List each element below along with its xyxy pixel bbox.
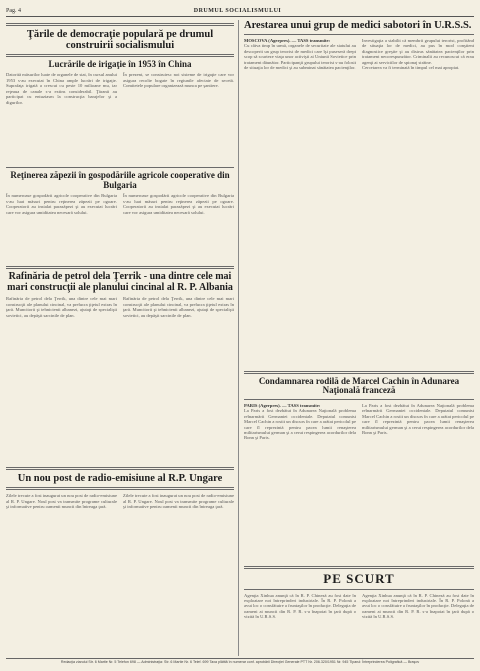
- headline-hungary-radio: Un nou post de radio-emisiune al R.P. Ungare: [17, 473, 223, 485]
- news-briefs-col2: Agenţia Xinhua anunţă că în R. P. Chineză au fost date în exploatare noi întreprinderi industriale. În R. P. Polonă a avut loc o consfătuire a fruntaşilor în producţie. Delegaţia de oameni ai muncii din R. P. R. s-a înapoiat în ţară după o vizită în U.R.S.S.: [362, 592, 474, 620]
- article-cachin-col2: La Paris a fost dezbătut în Adunarea Naţională problema reînarmării Germaniei occidentale. Deputatul comunist Marcel Cachin a rostit un discurs în care a arătat pericolul pe care îl reprezintă pentru pacea lumii renaşterea militarismului german şi a cerut respingerea acordurilor dela Bonn şi Paris.: [362, 402, 474, 435]
- headline-cachin: Condamnarea rodilă de Marcel Cachin în Adunarea Naţională franceză: [258, 376, 460, 396]
- article-doctors-col1: Cu câtva timp în urmă, organele de securitate ale statului au descoperit un grup terorist de medici care îşi puseseră drept scop să scurteze viaţa unor activişti ai Uniunii Sovietice prin tratament dăunător. Participanţii grupului terorist s-au folosit de situaţia lor de medici şi au subminat sănătatea pacienţilor.: [244, 43, 356, 71]
- article-albania-col1: Rafinăria de petrol dela Ţerrik, una dintre cele mai mari construcţii ale planului cincinal, va prelucra ţiţeiul extras în ţară. Muncitorii şi tehnicienii albanezi, ajutaţi de specialişti sovietici, au depăşit sarcinile de plan.: [6, 296, 117, 318]
- article-china-col1: Datorită măsurilor luate de organele de stat, în cursul anului 1953 s-au executat în China ample lucrări de irigaţie. Suprafaţa irigată a crescut cu peste 10 milioane mu, iar reţeaua de canale s-a extins considerabil. Ţăranii au participat cu entuziasm la construcţia barajelor şi a digurilor.: [6, 72, 117, 105]
- news-briefs-col1: Agenţia Xinhua anunţă că în R. P. Chineză au fost date în exploatare noi întreprinderi industriale. În R. P. Polonă a avut loc o consfătuire a fruntaşilor în producţie. Delegaţia de oameni ai muncii din R. P. R. s-a înapoiat în ţară după o vizită în U.R.S.S.: [244, 592, 356, 620]
- dateline-paris: PARIS (Agerpres). — TASS transmite:: [244, 402, 321, 408]
- page-number: Pag. 4: [6, 8, 21, 14]
- article-doctors-conclusion: Cercetarea va fi terminată în timpul cel mai apropiat.: [362, 65, 460, 71]
- subhead-bulgaria-snow: Reţinerea zăpezii în gospodăriile agricole cooperative din Bulgaria: [10, 170, 230, 190]
- subhead-china-irrigation: Lucrările de irigaţie în 1953 în China: [48, 59, 192, 70]
- article-hungary-col1: Zilele trecute a fost inaugurat un nou post de radio-emisiune al R. P. Ungare. Noul post va transmite programe culturale şi informative pentru oamenii muncii din întreaga ţară.: [6, 493, 117, 510]
- section-pe-scurt: PE SCURT: [323, 570, 395, 586]
- article-cachin-col1: La Paris a fost dezbătut în Adunarea Naţională problema reînarmării Germaniei occidentale. Deputatul comunist Marcel Cachin a rostit un discurs în care a arătat pericolul pe care îl reprezintă pentru pacea lumii renaşterea militarismului german şi a cerut respingerea acordurilor dela Bonn şi Paris.: [244, 408, 356, 441]
- headline-popular-democracies: Ţările de democraţie populară pe drumul construirii socialismului: [26, 29, 214, 52]
- headline-albania-refinery: Rafinăria de petrol dela Ţerrik - una dintre cele mai mari construcţii ale planului cincinal al R. P. Albania: [7, 271, 233, 293]
- masthead: DRUMUL SOCIALISMULUI: [193, 8, 282, 14]
- right-column: [244, 20, 474, 656]
- article-hungary-col2: Zilele trecute a fost inaugurat un nou post de radio-emisiune al R. P. Ungare. Noul post va transmite programe culturale şi informative pentru oamenii muncii din întreaga ţară.: [123, 493, 234, 510]
- article-china-col2: În prezent, se construiesc noi sisteme de irigaţie care vor asigura recolte bogate în regiunile afectate de secetă. Comitetele populare organizează munca pe şantiere.: [123, 72, 234, 89]
- left-column: [6, 20, 234, 656]
- page-footer: Redacţia ziarului Str. 6 Martie Nr. 5 Telefon 698 — Administraţia: Str. 6 Martie Nr. 6 Telef. 699 Taxa plătită în numerar conf. aprobării Direcţiei Generale PTT Nr. 206.320/1951 Nr. 945 Tiparul: Întreprinderea Poligrafică — Braşov: [6, 658, 474, 664]
- headline-doctors-arrest: Arestarea unui grup de medici sabotori în U.R.S.S.: [244, 20, 472, 31]
- article-bulgaria-col2: În numeroase gospodării agricole cooperative din Bulgaria s-au luat măsuri pentru reţinerea zăpezii pe ogoare. Cooperatorii au instalat parazăpezi şi au executat lucrări care vor asigura umiditatea necesară solului.: [123, 193, 234, 215]
- article-doctors-col2: Investigaţia a stabilit că membrii grupului terorist, profitând de situaţia lor de medici, au pus în mod conştient diagnostice greşite şi au distrus sănătatea pacienţilor prin tratament necorespunzător. Criminalii au recunoscut că erau agenţi ai serviciilor de spionaj străine.: [362, 38, 474, 65]
- column-divider: [238, 20, 239, 656]
- article-bulgaria-col1: În numeroase gospodării agricole cooperative din Bulgaria s-au luat măsuri pentru reţinerea zăpezii pe ogoare. Cooperatorii au instalat parazăpezi şi au executat lucrări care vor asigura umiditatea necesară solului.: [6, 193, 117, 215]
- dateline-moscow: MOSCOVA (Agerpres). — TASS transmite:: [244, 38, 331, 44]
- article-albania-col2: Rafinăria de petrol dela Ţerrik, una dintre cele mai mari construcţii ale planului cincinal, va prelucra ţiţeiul extras în ţară. Muncitorii şi tehnicienii albanezi, ajutaţi de specialişti sovietici, au depăşit sarcinile de plan.: [123, 296, 234, 318]
- page-header: [6, 6, 474, 17]
